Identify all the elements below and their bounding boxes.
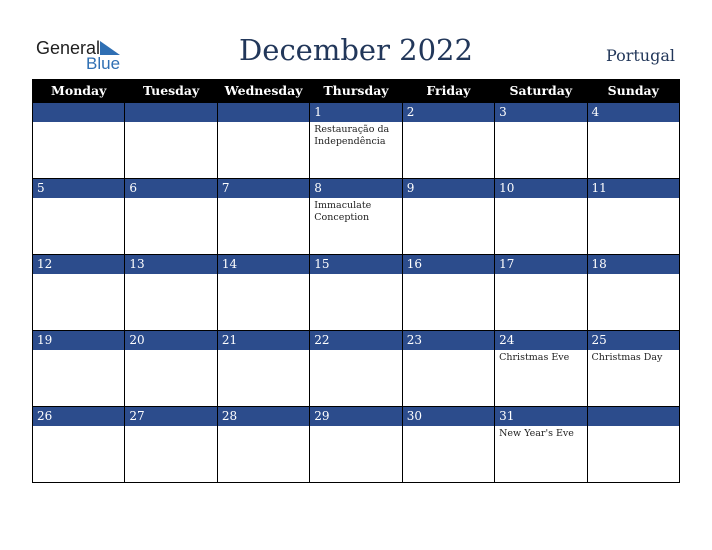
holiday-label <box>403 426 494 428</box>
day-cell <box>587 331 679 407</box>
day-number: 24 <box>495 331 586 350</box>
day-number: 9 <box>403 179 494 198</box>
day-cell <box>217 407 309 483</box>
week-row <box>33 255 680 331</box>
day-cell <box>125 179 217 255</box>
day-cell <box>310 179 402 255</box>
day-cell <box>310 255 402 331</box>
day-number: 12 <box>33 255 124 274</box>
day-number: 2 <box>403 103 494 122</box>
calendar-grid <box>32 79 680 483</box>
logo-text-blue: Blue <box>86 54 121 73</box>
day-number: 8 <box>310 179 401 198</box>
holiday-label <box>218 122 309 124</box>
day-number: 10 <box>495 179 586 198</box>
day-number: 28 <box>218 407 309 426</box>
holiday-label <box>588 426 679 428</box>
day-number: 1 <box>310 103 401 122</box>
holiday-label: Christmas Day <box>591 352 663 363</box>
day-number: 27 <box>125 407 216 426</box>
logo-text-general: General <box>36 38 101 58</box>
day-cell <box>125 407 217 483</box>
holiday-label <box>33 426 124 428</box>
holiday-label: New Year's Eve <box>499 428 574 439</box>
holiday-label <box>125 426 216 428</box>
weekday-header: Sunday <box>587 79 679 103</box>
weekday-header-row <box>33 79 680 103</box>
day-cell <box>402 331 494 407</box>
holiday-label <box>403 122 494 124</box>
day-cell <box>587 255 679 331</box>
holiday-label <box>310 274 401 276</box>
day-number: 13 <box>125 255 216 274</box>
day-cell <box>587 179 679 255</box>
holiday-label <box>33 122 124 124</box>
day-number: 30 <box>403 407 494 426</box>
holiday-label <box>310 426 401 428</box>
day-cell <box>402 179 494 255</box>
weekday-header: Wednesday <box>217 79 309 103</box>
day-cell <box>33 331 125 407</box>
holiday-label <box>588 198 679 200</box>
day-number: 15 <box>310 255 401 274</box>
holiday-label: Christmas Eve <box>499 352 570 363</box>
day-cell <box>402 407 494 483</box>
day-cell <box>217 179 309 255</box>
day-cell <box>33 255 125 331</box>
day-number <box>125 103 216 122</box>
day-cell <box>33 179 125 255</box>
day-number: 18 <box>588 255 679 274</box>
holiday-label <box>125 350 216 352</box>
weekday-header: Friday <box>402 79 494 103</box>
day-number: 5 <box>33 179 124 198</box>
day-number <box>588 407 679 426</box>
week-row <box>33 407 680 483</box>
day-number: 19 <box>33 331 124 350</box>
holiday-label <box>310 350 401 352</box>
holiday-label <box>218 426 309 428</box>
holiday-label <box>403 198 494 200</box>
page-title: December 2022 <box>239 33 473 67</box>
day-cell <box>125 331 217 407</box>
day-cell <box>402 103 494 179</box>
day-cell <box>33 407 125 483</box>
weekday-header: Monday <box>33 79 125 103</box>
day-cell <box>495 255 587 331</box>
day-cell <box>125 255 217 331</box>
holiday-label <box>33 350 124 352</box>
day-cell <box>310 407 402 483</box>
day-cell <box>495 179 587 255</box>
day-number <box>218 103 309 122</box>
holiday-label <box>495 274 586 276</box>
day-cell <box>310 331 402 407</box>
day-cell <box>495 407 587 483</box>
day-cell <box>217 255 309 331</box>
holiday-label: Restauração da Independência <box>314 124 390 147</box>
holiday-label <box>33 198 124 200</box>
day-number: 20 <box>125 331 216 350</box>
day-cell <box>495 103 587 179</box>
weekday-header: Tuesday <box>125 79 217 103</box>
day-number: 6 <box>125 179 216 198</box>
holiday-label <box>588 122 679 124</box>
day-number: 11 <box>588 179 679 198</box>
day-number: 31 <box>495 407 586 426</box>
holiday-label <box>403 274 494 276</box>
weekday-header: Saturday <box>495 79 587 103</box>
holiday-label <box>218 274 309 276</box>
day-number: 29 <box>310 407 401 426</box>
day-number: 4 <box>588 103 679 122</box>
day-number: 7 <box>218 179 309 198</box>
holiday-label <box>403 350 494 352</box>
day-cell <box>217 103 309 179</box>
day-cell <box>587 407 679 483</box>
holiday-label <box>495 122 586 124</box>
day-cell <box>217 331 309 407</box>
day-cell <box>125 103 217 179</box>
holiday-label <box>33 274 124 276</box>
day-cell <box>587 103 679 179</box>
weekday-header: Thursday <box>310 79 402 103</box>
day-cell <box>310 103 402 179</box>
day-number: 16 <box>403 255 494 274</box>
day-number: 26 <box>33 407 124 426</box>
week-row <box>33 331 680 407</box>
day-number: 17 <box>495 255 586 274</box>
holiday-label <box>588 274 679 276</box>
holiday-label <box>125 274 216 276</box>
day-number: 25 <box>588 331 679 350</box>
day-number <box>33 103 124 122</box>
holiday-label <box>125 122 216 124</box>
day-number: 14 <box>218 255 309 274</box>
day-number: 21 <box>218 331 309 350</box>
day-number: 3 <box>495 103 586 122</box>
day-number: 22 <box>310 331 401 350</box>
holiday-label <box>125 198 216 200</box>
holiday-label <box>218 198 309 200</box>
holiday-label <box>218 350 309 352</box>
week-row <box>33 179 680 255</box>
day-cell <box>33 103 125 179</box>
holiday-label <box>495 198 586 200</box>
holiday-label: Immaculate Conception <box>314 200 372 223</box>
country-label: Portugal <box>605 46 675 65</box>
day-cell <box>495 331 587 407</box>
day-number: 23 <box>403 331 494 350</box>
week-row <box>33 103 680 179</box>
day-cell <box>402 255 494 331</box>
